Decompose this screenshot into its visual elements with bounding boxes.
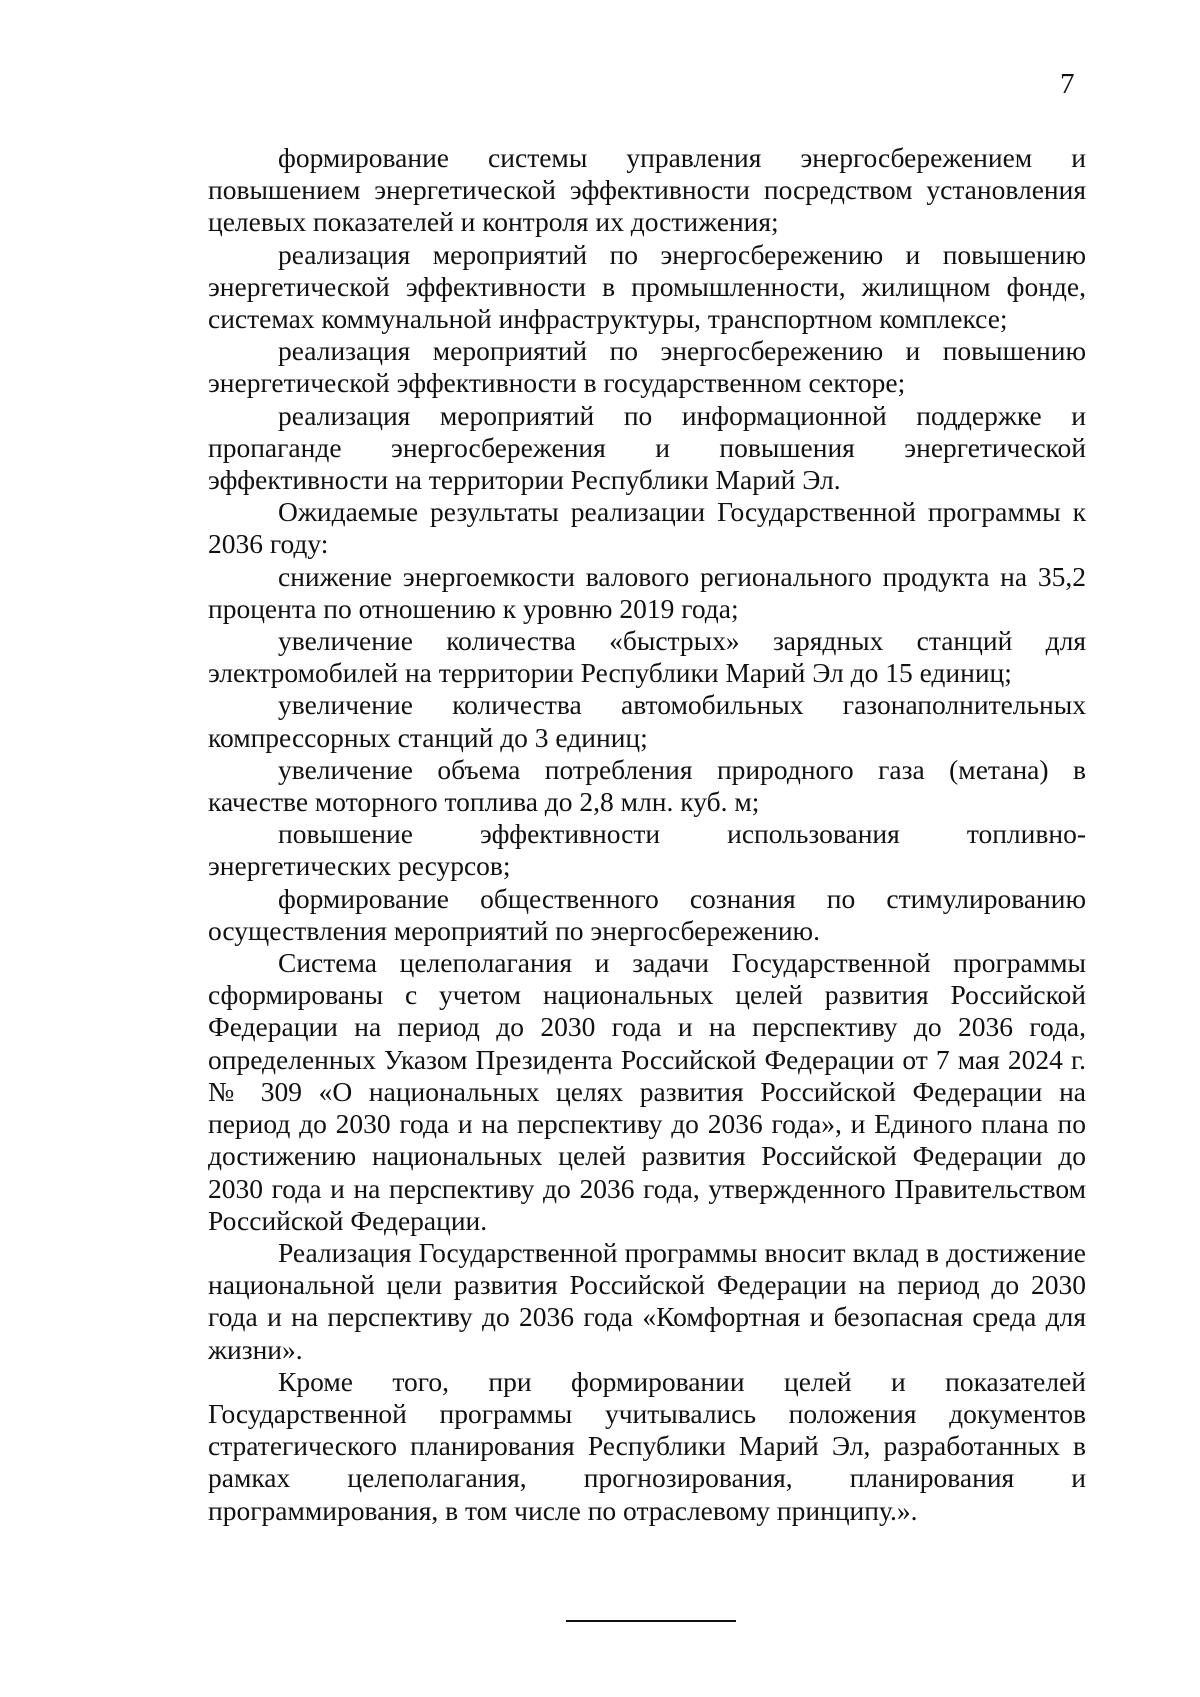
- paragraph-measures-industry-housing: реализация мероприятий по энергосбережению и повышению энергетической эффективности в промышленности, жилищном фонде, системах коммунальной инфраструктуры, транспортном комплексе;: [208, 238, 1086, 335]
- paragraph-result-gas-stations: увеличение количества автомобильных газонаполнительных компрессорных станций до 3 единиц;: [208, 689, 1086, 753]
- paragraph-measures-public-sector: реализация мероприятий по энергосбережению и повышению энергетической эффективности в государственном секторе;: [208, 335, 1086, 399]
- paragraph-information-support: реализация мероприятий по информационной поддержке и пропаганде энергосбережения и повышения энергетической эффективности на территории Республики Марий Эл.: [208, 399, 1086, 496]
- paragraph-result-public-awareness: формирование общественного сознания по стимулированию осуществления мероприятий по энергосбережению.: [208, 882, 1086, 946]
- paragraph-expected-results-heading: Ожидаемые результаты реализации Государственной программы к 2036 году:: [208, 496, 1086, 560]
- paragraph-national-goal-contribution: Реализация Государственной программы вносит вклад в достижение национальной цели развития Российской Федерации на период до 2030 года и на перспективу до 2036 года «Комфортная и безопасная среда для жизни».: [208, 1236, 1086, 1365]
- document-body: [208, 142, 1086, 1527]
- paragraph-strategic-planning: Кроме того, при формировании целей и показателей Государственной программы учитывались положения документов стратегического планирования Республики Марий Эл, разработанных в рамках целеполагания, прогнозирования, планирования и программирования, в том числе по отраслевому принципу.».: [208, 1365, 1086, 1526]
- page-number: 7: [1060, 68, 1075, 100]
- paragraph-result-fuel-efficiency: повышение эффективности использования топливно-энергетических ресурсов;: [208, 818, 1086, 882]
- paragraph-result-energy-intensity: снижение энергоемкости валового регионального продукта на 35,2 процента по отношению к уровню 2019 года;: [208, 560, 1086, 624]
- closing-divider-line: [566, 1620, 736, 1622]
- paragraph-result-charging-stations: увеличение количества «быстрых» зарядных станций для электромобилей на территории Республики Марий Эл до 15 единиц;: [208, 625, 1086, 689]
- paragraph-goal-management-system: формирование системы управления энергосбережением и повышением энергетической эффективности посредством установления целевых показателей и контроля их достижения;: [208, 142, 1086, 238]
- paragraph-goal-setting-system: Система целеполагания и задачи Государственной программы сформированы с учетом национальных целей развития Российской Федерации на период до 2030 года и на перспективу до 2036 года, определенных Указом Президента Российской Федерации от 7 мая 2024 г. № 309 «О национальных целях развития Российской Федерации на период до 2030 года и на перспективу до 2036 года», и Единого плана по достижению национальных целей развития Российской Федерации до 2030 года и на перспективу до 2036 года, утвержденного Правительством Российской Федерации.: [208, 947, 1086, 1236]
- paragraph-result-methane-consumption: увеличение объема потребления природного газа (метана) в качестве моторного топлива до 2,8 млн. куб. м;: [208, 753, 1086, 818]
